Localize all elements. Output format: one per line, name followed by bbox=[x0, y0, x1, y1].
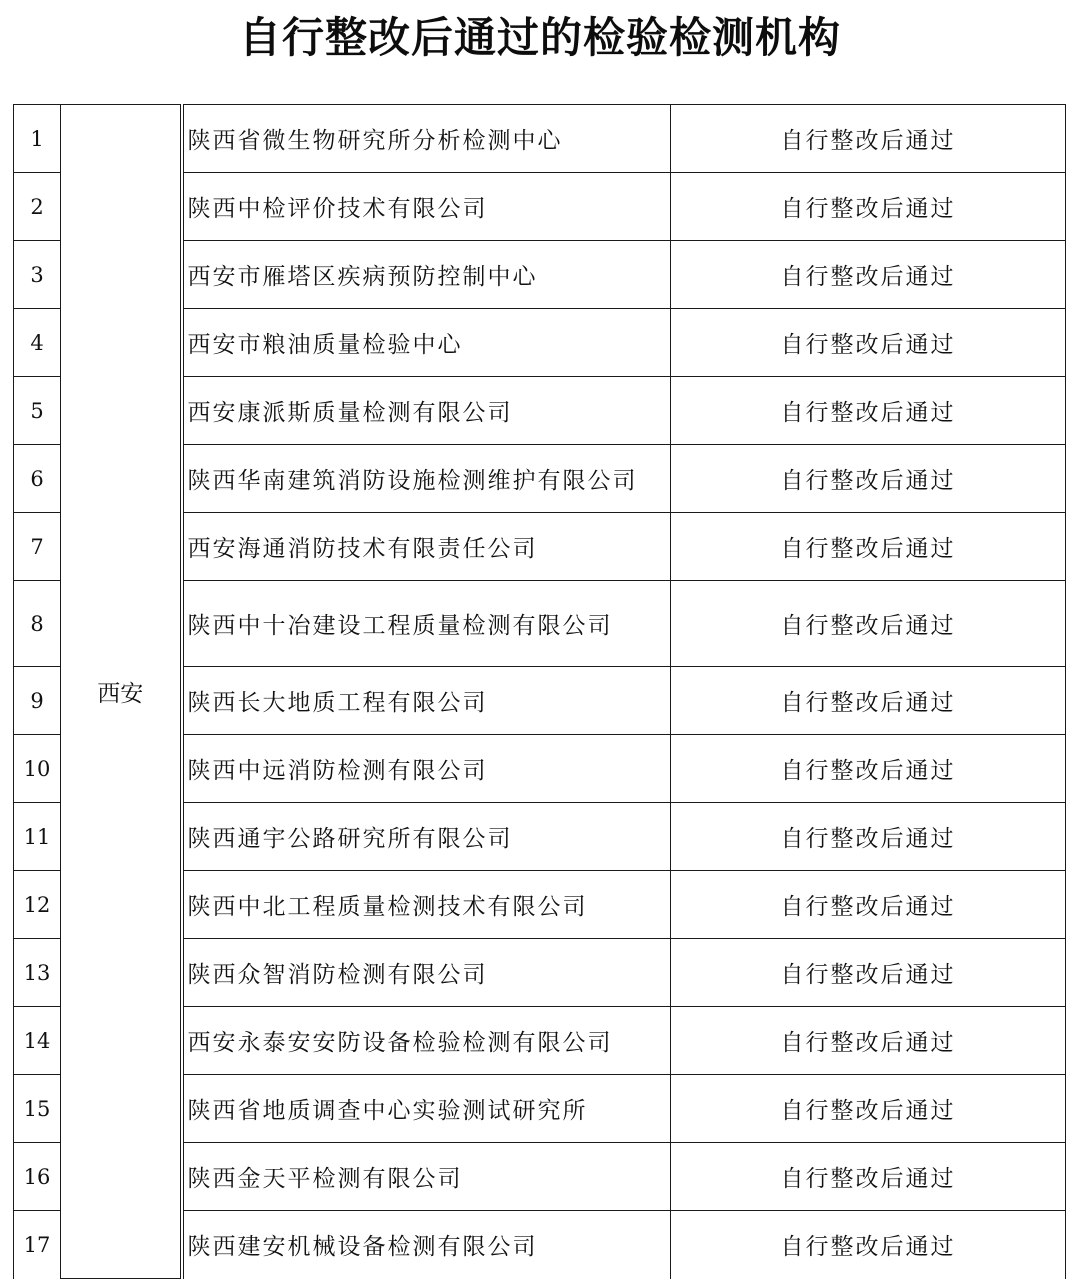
inspection-status: 自行整改后通过 bbox=[671, 377, 1066, 445]
inspection-status: 自行整改后通过 bbox=[671, 871, 1066, 939]
row-number: 11 bbox=[14, 803, 61, 871]
row-number: 6 bbox=[14, 445, 61, 513]
row-number: 14 bbox=[14, 1007, 61, 1075]
row-number: 10 bbox=[14, 735, 61, 803]
institution-name: 陕西中十冶建设工程质量检测有限公司 bbox=[182, 581, 671, 667]
row-number: 13 bbox=[14, 939, 61, 1007]
institution-name: 西安康派斯质量检测有限公司 bbox=[182, 377, 671, 445]
inspection-status: 自行整改后通过 bbox=[671, 309, 1066, 377]
inspection-status: 自行整改后通过 bbox=[671, 105, 1066, 173]
institution-name: 西安市雁塔区疾病预防控制中心 bbox=[182, 241, 671, 309]
row-number: 2 bbox=[14, 173, 61, 241]
inspection-status: 自行整改后通过 bbox=[671, 1211, 1066, 1279]
inspection-status: 自行整改后通过 bbox=[671, 1143, 1066, 1211]
row-number: 12 bbox=[14, 871, 61, 939]
institution-name: 陕西通宇公路研究所有限公司 bbox=[182, 803, 671, 871]
row-number: 16 bbox=[14, 1143, 61, 1211]
row-number: 5 bbox=[14, 377, 61, 445]
institution-name: 陕西长大地质工程有限公司 bbox=[182, 667, 671, 735]
inspection-status: 自行整改后通过 bbox=[671, 513, 1066, 581]
institution-name: 陕西金天平检测有限公司 bbox=[182, 1143, 671, 1211]
inspection-status: 自行整改后通过 bbox=[671, 939, 1066, 1007]
city-cell: 西安 bbox=[61, 105, 182, 1279]
institutions-table bbox=[13, 104, 1066, 1279]
institution-name: 西安海通消防技术有限责任公司 bbox=[182, 513, 671, 581]
row-number: 3 bbox=[14, 241, 61, 309]
institution-name: 陕西众智消防检测有限公司 bbox=[182, 939, 671, 1007]
institution-name: 陕西省地质调查中心实验测试研究所 bbox=[182, 1075, 671, 1143]
institution-name: 西安市粮油质量检验中心 bbox=[182, 309, 671, 377]
row-number: 9 bbox=[14, 667, 61, 735]
inspection-status: 自行整改后通过 bbox=[671, 173, 1066, 241]
row-number: 8 bbox=[14, 581, 61, 667]
table-row bbox=[14, 105, 1066, 173]
row-number: 17 bbox=[14, 1211, 61, 1279]
page-title: 自行整改后通过的检验检测机构 bbox=[238, 13, 841, 62]
inspection-status: 自行整改后通过 bbox=[671, 1007, 1066, 1075]
inspection-status: 自行整改后通过 bbox=[671, 735, 1066, 803]
institution-name: 陕西中远消防检测有限公司 bbox=[182, 735, 671, 803]
inspection-status: 自行整改后通过 bbox=[671, 667, 1066, 735]
institution-name: 陕西建安机械设备检测有限公司 bbox=[182, 1211, 671, 1279]
row-number: 4 bbox=[14, 309, 61, 377]
row-number: 1 bbox=[14, 105, 61, 173]
institution-name: 陕西中检评价技术有限公司 bbox=[182, 173, 671, 241]
inspection-status: 自行整改后通过 bbox=[671, 445, 1066, 513]
institution-name: 陕西华南建筑消防设施检测维护有限公司 bbox=[182, 445, 671, 513]
institution-name: 陕西省微生物研究所分析检测中心 bbox=[182, 105, 671, 173]
row-number: 7 bbox=[14, 513, 61, 581]
inspection-status: 自行整改后通过 bbox=[671, 241, 1066, 309]
inspection-status: 自行整改后通过 bbox=[671, 1075, 1066, 1143]
inspection-status: 自行整改后通过 bbox=[671, 803, 1066, 871]
institution-name: 西安永泰安安防设备检验检测有限公司 bbox=[182, 1007, 671, 1075]
inspection-status: 自行整改后通过 bbox=[671, 581, 1066, 667]
row-number: 15 bbox=[14, 1075, 61, 1143]
institution-name: 陕西中北工程质量检测技术有限公司 bbox=[182, 871, 671, 939]
